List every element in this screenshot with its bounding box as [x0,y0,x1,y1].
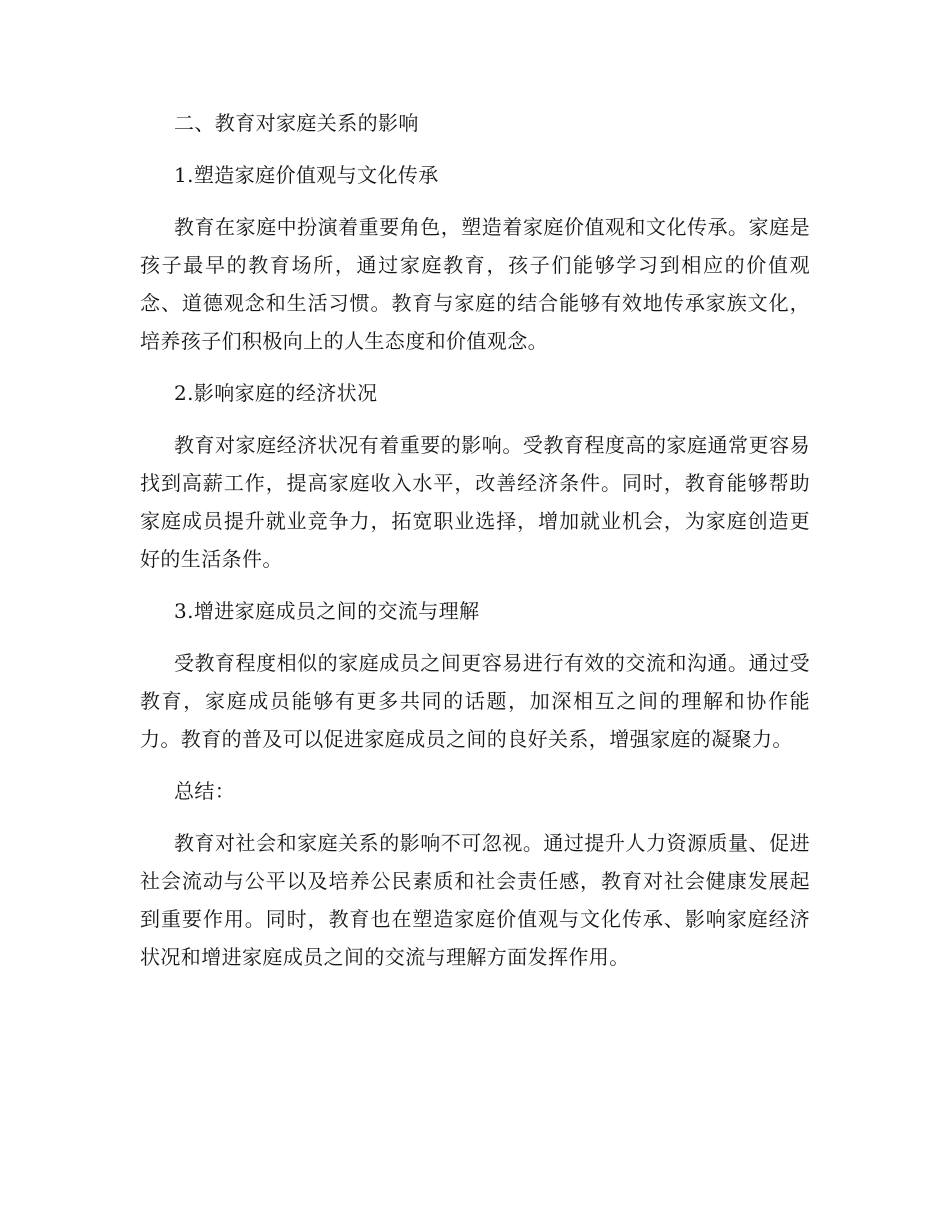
subsection-title-3: 3.增进家庭成员之间的交流与理解 [174,599,480,623]
subsection-body-3: 受教育程度相似的家庭成员之间更容易进行有效的交流和沟通。通过受教育，家庭成员能够有更多共同的话题，加深相互之间的理解和协作能力。教育的普及可以促进家庭成员之间的良好关系，增强家庭的凝聚力。 [140,651,810,751]
section-heading: 二、教育对家庭关系的影响 [174,111,419,135]
subsection-body-1: 教育在家庭中扮演着重要角色，塑造着家庭价值观和文化传承。家庭是孩子最早的教育场所，通过家庭教育，孩子们能够学习到相应的价值观念、道德观念和生活习惯。教育与家庭的结合能够有效地传承家族文化，培养孩子们积极向上的人生态度和价值观念。 [140,215,810,353]
subsection-title-2: 2.影响家庭的经济状况 [174,381,378,405]
subsection-title-1: 1.塑造家庭价值观与文化传承 [174,163,439,187]
summary-body: 教育对社会和家庭关系的影响不可忽视。通过提升人力资源质量、促进社会流动与公平以及培养公民素质和社会责任感，教育对社会健康发展起到重要作用。同时，教育也在塑造家庭价值观与文化传承、影响家庭经济状况和增进家庭成员之间的交流与理解方面发挥作用。 [140,831,810,969]
subsection-body-2: 教育对家庭经济状况有着重要的影响。受教育程度高的家庭通常更容易找到高薪工作，提高家庭收入水平，改善经济条件。同时，教育能够帮助家庭成员提升就业竞争力，拓宽职业选择，增加就业机会，为家庭创造更好的生活条件。 [140,433,810,571]
document-content [140,104,810,990]
summary-label: 总结： [174,779,236,803]
